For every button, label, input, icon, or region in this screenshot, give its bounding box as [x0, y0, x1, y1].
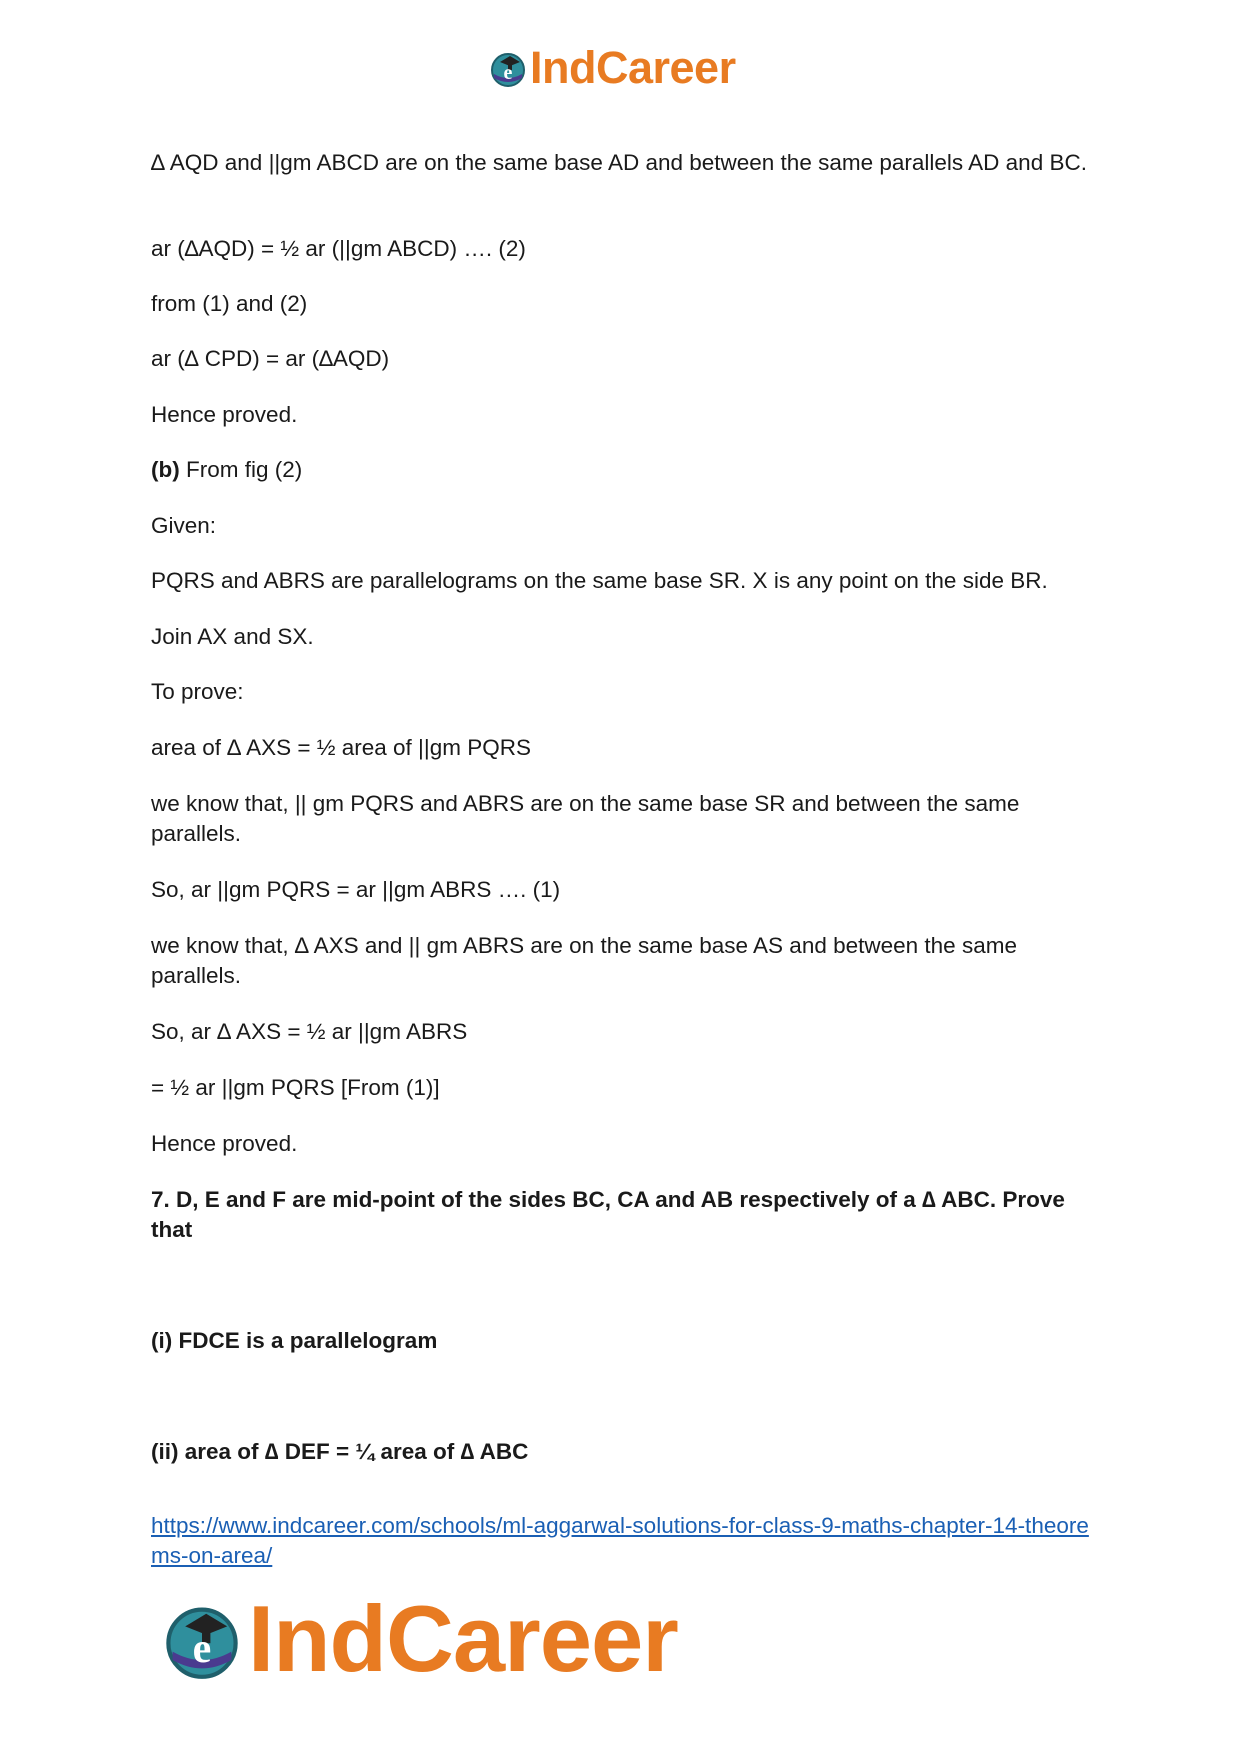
question-heading: 7. D, E and F are mid-point of the sides BC, CA and AB respectively of a ∆ ABC. Prove that — [151, 1187, 1065, 1242]
paragraph: Hence proved. — [151, 1131, 298, 1156]
paragraph: we know that, ∆ AXS and || gm ABRS are on the same base AS and between the same parallels. — [151, 933, 1017, 988]
brand-name: IndCareer — [530, 42, 736, 93]
graduation-globe-icon — [160, 1597, 244, 1681]
paragraph: ar (∆AQD) = ½ ar (||gm ABCD) …. (2) — [151, 236, 526, 261]
paragraph: So, ar ∆ AXS = ½ ar ||gm ABRS — [151, 1019, 468, 1044]
paragraph: area of ∆ AXS = ½ area of ||gm PQRS — [151, 735, 532, 760]
paragraph: we know that, || gm PQRS and ABRS are on the same base SR and between the same parallels. — [151, 791, 1020, 846]
question-part: (i) FDCE is a parallelogram — [151, 1328, 438, 1353]
brand-name: IndCareer — [248, 1586, 678, 1691]
paragraph: To prove: — [151, 679, 244, 704]
paragraph: ar (∆ CPD) = ar (∆AQD) — [151, 346, 390, 371]
paragraph — [151, 455, 1101, 485]
part-label: (b) — [151, 457, 180, 482]
paragraph: Join AX and SX. — [151, 624, 314, 649]
paragraph-text: From fig (2) — [186, 457, 303, 482]
paragraph: Hence proved. — [151, 402, 298, 427]
source-link[interactable]: https://www.indcareer.com/schools/ml-aggarwal-solutions-for-class-9-maths-chapter-14-theorems-on-area/ — [151, 1513, 1089, 1568]
paragraph: Given: — [151, 513, 217, 538]
paragraph: ∆ AQD and ||gm ABCD are on the same base AD and between the same parallels AD and BC. — [151, 150, 1087, 175]
svg-text:e: e — [503, 62, 513, 84]
graduation-globe-icon — [488, 48, 528, 88]
question-part: (ii) area of ∆ DEF = ¼ area of ∆ ABC — [151, 1439, 529, 1464]
header-logo — [488, 42, 736, 94]
paragraph: = ½ ar ||gm PQRS [From (1)] — [151, 1075, 440, 1100]
paragraph: PQRS and ABRS are parallelograms on the same base SR. X is any point on the side BR. — [151, 568, 1048, 593]
paragraph: from (1) and (2) — [151, 291, 308, 316]
footer-logo — [160, 1585, 678, 1693]
paragraph: So, ar ||gm PQRS = ar ||gm ABRS …. (1) — [151, 877, 561, 902]
svg-text:e: e — [192, 1626, 212, 1673]
